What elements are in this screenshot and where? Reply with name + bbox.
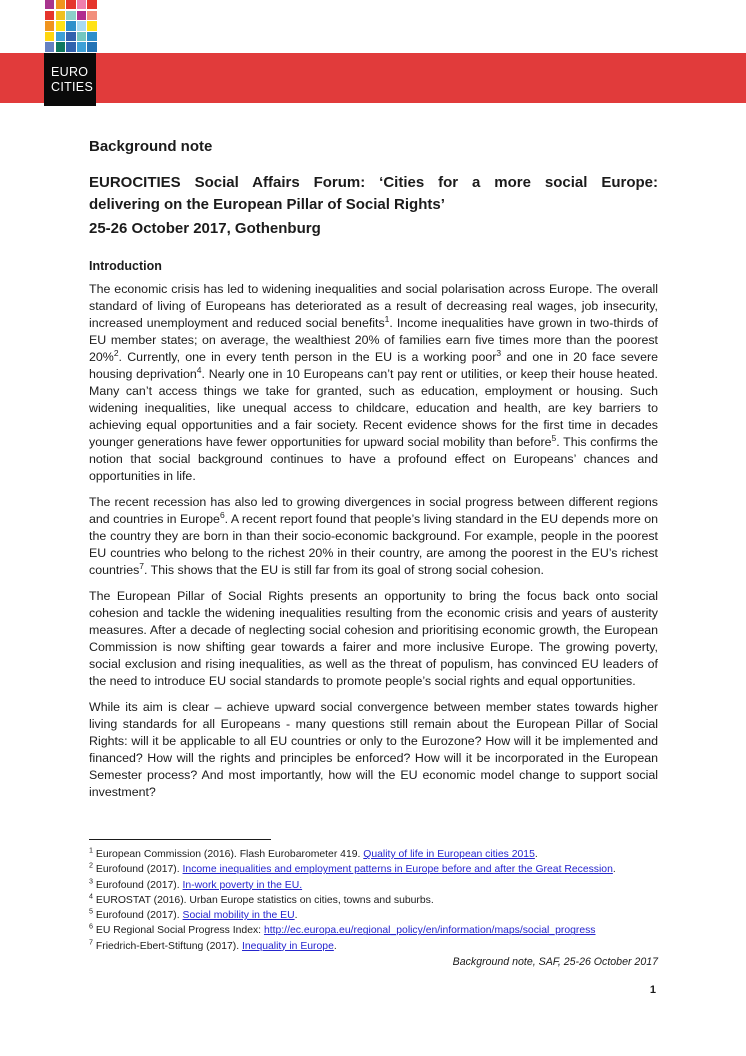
logo-grid-square <box>56 11 65 20</box>
text-run: Eurofound (2017). <box>93 910 183 922</box>
logo-text-cities: CITIES <box>51 79 94 94</box>
footnote-link[interactable]: In-work poverty in the EU. <box>182 879 303 891</box>
document-body <box>89 139 658 810</box>
superscript-ref: 5 <box>89 906 93 916</box>
logo-grid-square <box>66 42 75 51</box>
logo-grid-square <box>45 11 54 20</box>
text-run: The economic crisis has led to widening inequalities and social polarisation across Europe. The overall standard of living of Europeans has deteriorated as a result of decreasing real wages, job insecurity, increased unemployment and reduced social benefits <box>89 282 658 330</box>
text-run: . Nearly one in 10 Europeans can’t pay rent or utilities, or keep their house heated. Many can’t access things we take for granted, such as education, employment or housing. Such widening inequalities, like unequal access to childcare, education and health, are key barriers to achieving equal opportunities and a fair society. Recent evidence shows for the first time in decades younger generations have fewer opportunities for upward social mobility than before <box>89 367 659 449</box>
logo-grid-square <box>77 21 86 30</box>
page-number: 1 <box>649 984 656 996</box>
superscript-ref: 3 <box>89 876 93 886</box>
eurocities-logo-grid <box>45 0 97 52</box>
footnote-link[interactable]: Income inequalities and employment patterns in Europe before and after the Great Recession <box>182 864 613 876</box>
paragraph-4 <box>89 699 658 801</box>
document-title-line1: EUROCITIES Social Affairs Forum: ‘Cities for a more social Europe: <box>89 174 658 191</box>
footnote-separator <box>89 839 271 840</box>
document-kicker: Background note <box>89 138 213 155</box>
text-run: While its aim is clear – achieve upward social convergence between member states towards higher living standards for all Europeans - many questions still remain about the European Pillar of Social Rights: will it be applicable to all EU countries or only to the Eurozone? How will it be implemented and financed? How will the rights and principles be enforced? How will it be incorporated in the European Semester process? And most importantly, how will the EU economic model change to support social investment? <box>89 700 658 799</box>
logo-grid-square <box>45 21 54 30</box>
logo-grid-square <box>77 0 86 9</box>
footnote-5 <box>89 908 658 923</box>
superscript-ref: 1 <box>89 845 93 855</box>
text-run: EUROSTAT (2016). Urban Europe statistics on cities, towns and suburbs. <box>93 894 434 906</box>
superscript-ref: 7 <box>89 937 93 947</box>
superscript-ref: 2 <box>89 860 93 870</box>
footnote-6 <box>89 923 658 938</box>
logo-grid-square <box>66 32 75 41</box>
logo-grid-square <box>87 21 96 30</box>
document-title-line2: delivering on the European Pillar of Social Rights’ <box>89 196 445 213</box>
logo-grid-square <box>56 32 65 41</box>
logo-grid-square <box>45 32 54 41</box>
footnote-link[interactable]: Social mobility in the EU <box>182 910 295 922</box>
logo-grid-square <box>87 32 96 41</box>
text-run: . <box>294 910 298 922</box>
text-run: The recent recession has also led to growing divergences in social progress between different regions and countries in Europe <box>89 495 658 526</box>
superscript-ref: 3 <box>496 347 502 358</box>
paragraph-1 <box>89 281 658 485</box>
superscript-ref: 7 <box>139 560 145 571</box>
eurocities-logo <box>44 53 96 106</box>
footnote-7 <box>89 939 658 954</box>
text-run: and one in 20 face severe housing deprivation <box>89 350 658 381</box>
text-run: . <box>612 864 616 876</box>
logo-grid-square <box>45 42 54 51</box>
logo-grid-square <box>66 21 75 30</box>
superscript-ref: 6 <box>219 509 225 520</box>
text-run: Eurofound (2017). <box>93 864 183 876</box>
footnote-2 <box>89 862 658 877</box>
superscript-ref: 2 <box>113 347 119 358</box>
document-title <box>89 172 658 216</box>
logo-grid-square <box>77 32 86 41</box>
logo-text-euro: EURO <box>51 64 89 79</box>
logo-grid-square <box>56 21 65 30</box>
event-date-line: 25-26 October 2017, Gothenburg <box>89 220 321 237</box>
text-run: Friedrich-Ebert-Stiftung (2017). <box>93 940 242 952</box>
footnote-link[interactable]: http://ec.europa.eu/regional_policy/en/information/maps/social_progress <box>263 925 596 937</box>
superscript-ref: 4 <box>89 891 93 901</box>
logo-grid-square <box>87 42 96 51</box>
text-run: . This shows that the EU is still far from its goal of strong social cohesion. <box>144 563 544 577</box>
paragraph-2 <box>89 494 658 579</box>
logo-grid-square <box>45 0 54 9</box>
footnote-1 <box>89 847 658 862</box>
text-run: . This confirms the notion that social background continues to have a profound effect on Europeans’ chances and opportunities in life. <box>89 435 658 483</box>
footnote-link[interactable]: Inequality in Europe <box>242 940 334 952</box>
logo-grid-square <box>66 0 75 9</box>
logo-grid-square <box>66 11 75 20</box>
text-run: . Income inequalities have grown in two-thirds of EU member states; on average, the wealthiest 20% of families earn five times more than the poorest 20% <box>89 316 658 364</box>
text-run: . <box>534 849 538 860</box>
text-run: The European Pillar of Social Rights presents an opportunity to bring the focus back onto social cohesion and tackle the widening inequalities resulting from the economic crisis and years of austerity measures. After a decade of neglecting social cohesion and prioritising economic growth, the European Commission is now shifting gear towards a fairer and more inclusive Europe. The growing poverty, social exclusion and rising inequalities, as well as the threat of populism, has convinced EU leaders of the need to introduce EU social standards to promote people’s social rights and equal opportunities. <box>89 589 658 688</box>
text-run: . Currently, one in every tenth person in the EU is a working poor <box>118 350 497 364</box>
footnote-3 <box>89 878 658 893</box>
footnotes-section <box>89 839 658 954</box>
footer-running-title: Background note, SAF, 25-26 October 2017 <box>452 956 658 968</box>
logo-grid-square <box>87 0 96 9</box>
superscript-ref: 4 <box>196 364 202 375</box>
logo-grid-square <box>77 42 86 51</box>
logo-grid-square <box>56 0 65 9</box>
text-run: . <box>333 940 337 952</box>
text-run: Eurofound (2017). <box>93 879 183 891</box>
text-run: EU Regional Social Progress Index: <box>93 925 264 937</box>
superscript-ref: 1 <box>384 313 390 324</box>
logo-grid-square <box>56 42 65 51</box>
logo-grid-square <box>87 11 96 20</box>
header-red-band <box>0 53 746 103</box>
text-run: European Commission (2016). Flash Eurobarometer 419. <box>93 849 364 860</box>
logo-grid-square <box>77 11 86 20</box>
paragraph-3 <box>89 588 658 690</box>
footnote-link[interactable]: Quality of life in European cities 2015 <box>363 849 535 860</box>
superscript-ref: 5 <box>551 432 557 443</box>
superscript-ref: 6 <box>89 922 93 932</box>
text-run: . A recent report found that people’s living standard in the EU depends more on the country they are born in than their socio-economic background. For example, people in the poorest EU countries who belong to the richest 20% in their country, are among the poorest in the EU’s richest countries <box>89 512 658 577</box>
footnote-4 <box>89 893 658 908</box>
section-heading-introduction: Introduction <box>89 259 162 273</box>
